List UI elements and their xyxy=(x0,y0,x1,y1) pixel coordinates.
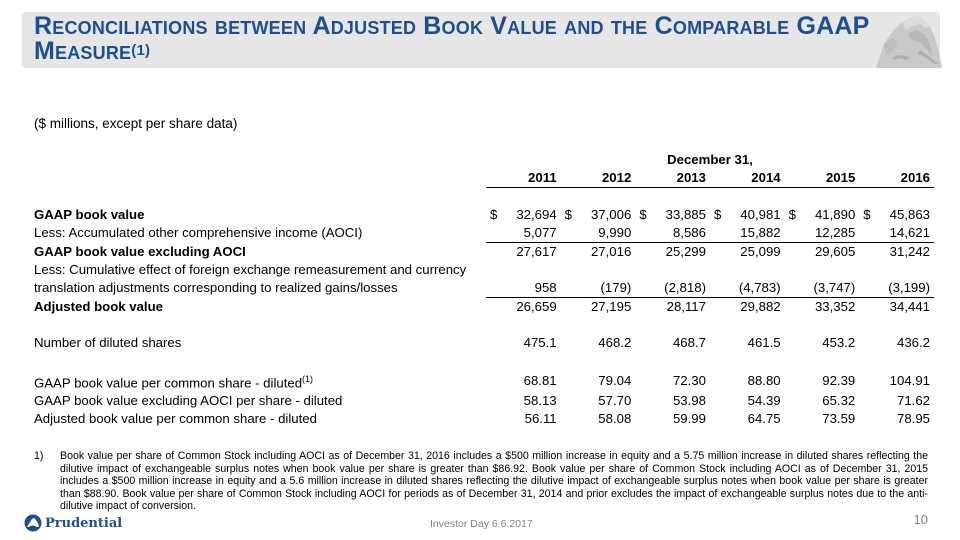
row-label: GAAP book value xyxy=(34,207,145,222)
table-cell: 53.98 xyxy=(672,393,706,409)
table-cell: 453.2 xyxy=(822,335,856,350)
table-cell: $ 33,885 xyxy=(639,207,706,222)
table-cell: 34,441 xyxy=(859,298,934,317)
table-cell: (3,199) xyxy=(888,280,930,295)
table-cell: 92.39 xyxy=(822,373,856,389)
table-cell: 15,882 xyxy=(740,225,781,240)
table-cell: 8,586 xyxy=(672,225,706,240)
table-cell: $ 41,890 xyxy=(788,207,856,222)
table-cell: $ 32,694 xyxy=(490,207,557,222)
table-row xyxy=(30,224,934,243)
table-cell: 28,117 xyxy=(635,298,710,317)
table-cell: 64.75 xyxy=(747,411,781,427)
year-header: 2015 xyxy=(785,169,860,188)
table-row xyxy=(30,370,934,392)
prudential-brand xyxy=(24,514,122,532)
table-cell: 58.08 xyxy=(598,411,632,427)
table-cell: 27,195 xyxy=(561,298,636,317)
table-cell: (4,783) xyxy=(738,280,781,295)
table-row xyxy=(30,261,934,279)
page-title: Reconciliations between Adjusted Book Value and the Comparable GAAP Measure$^{(1)}$ xyxy=(34,12,870,65)
table-cell: 29,882 xyxy=(710,298,785,317)
row-label: Less: Cumulative effect of foreign exchange remeasurement and currency xyxy=(34,262,467,277)
brand-name: Prudential xyxy=(45,515,123,531)
table-cell: $ 45,863 xyxy=(863,207,930,222)
footer-event-text: Investor Day 6.6.2017 xyxy=(430,518,533,530)
footnote xyxy=(34,450,928,513)
table-row xyxy=(30,243,934,262)
table-cell: 475.1 xyxy=(523,335,557,350)
row-label: GAAP book value excluding AOCI xyxy=(34,243,246,259)
year-header: 2012 xyxy=(561,169,636,188)
table-cell: 57.70 xyxy=(598,393,632,409)
year-header: 2013 xyxy=(635,169,710,188)
table-cell: 68.81 xyxy=(523,373,557,389)
spacer-row xyxy=(30,188,934,207)
table-cell: 71.62 xyxy=(896,393,930,409)
units-note: ($ millions, except per share data) xyxy=(34,116,238,131)
footnote-number: 1) xyxy=(34,450,44,462)
table-cell: 468.7 xyxy=(672,335,706,350)
table-cell: 25,299 xyxy=(635,243,710,262)
title-footnote-ref: (1) xyxy=(131,42,151,59)
table-cell: 58.13 xyxy=(523,393,557,409)
table-cell: 12,285 xyxy=(814,225,856,240)
table-cell: 88.80 xyxy=(747,373,781,389)
rock-of-gibraltar-logo xyxy=(872,14,942,68)
table-cell: 436.2 xyxy=(896,335,930,350)
table-cell: 27,016 xyxy=(561,243,636,262)
group-header: December 31, xyxy=(667,152,753,167)
spacer-row xyxy=(30,316,934,334)
table-group-header-row xyxy=(30,151,934,169)
table-cell: 958 xyxy=(534,280,557,295)
table-cell: 59.99 xyxy=(672,411,706,427)
table-cell: 14,621 xyxy=(889,225,930,240)
table-row xyxy=(30,206,934,224)
row-label: Number of diluted shares xyxy=(34,335,182,350)
table-cell: 461.5 xyxy=(747,335,781,350)
table-cell: 104.91 xyxy=(889,373,930,389)
reconciliation-table xyxy=(30,151,934,428)
table-row xyxy=(30,298,934,317)
year-header: 2016 xyxy=(859,169,934,188)
page-number: 10 xyxy=(913,512,928,527)
row-label-continued: translation adjustments corresponding to realized gains/losses xyxy=(34,280,398,296)
year-header: 2011 xyxy=(486,169,561,188)
table-cell: $ 37,006 xyxy=(564,207,632,222)
table-cell: 33,352 xyxy=(785,298,860,317)
footnote-text: Book value per share of Common Stock including AOCI as of December 31, 2016 includes a $500 million increase in equity and a 5.75 million increase in diluted shares reflecting the dilutive impact of exchangeable surplus notes when book value per share is greater than $86.92. Book value per share of Common Stock including AOCI as of December 31, 2015 includes a $500 million increase in equity and a 5.6 million increase in diluted shares reflecting the dilutive impact of exchangeable surplus notes when book value per share is greater than $88.90. Book value per share of Common Stock including AOCI for periods as of December 31, 2014 and prior excludes the impact of exchangeable surplus notes due to the anti-dilutive impact of conversion. xyxy=(60,450,928,513)
table-cell: $ 40,981 xyxy=(713,207,781,222)
row-label: Adjusted book value xyxy=(34,298,163,314)
table-row xyxy=(30,410,934,428)
table-cell: 9,990 xyxy=(598,225,632,240)
table-row xyxy=(30,334,934,352)
year-header-blank xyxy=(30,169,486,188)
table-cell: 56.11 xyxy=(524,411,557,427)
table-cell: (179) xyxy=(600,280,632,295)
table-cell: 79.04 xyxy=(598,373,632,389)
header-blank xyxy=(30,151,486,169)
table-row xyxy=(30,392,934,410)
row-label: Adjusted book value per common share - diluted xyxy=(34,411,317,427)
table-cell: 29,605 xyxy=(785,243,860,262)
table-cell: 26,659 xyxy=(486,298,561,317)
table-cell: 54.39 xyxy=(747,393,781,409)
row-label: GAAP book value excluding AOCI per share - diluted xyxy=(34,393,343,409)
table-cell: 73.59 xyxy=(822,411,856,427)
table-cell: (2,818) xyxy=(664,280,706,295)
row-label: Less: Accumulated other comprehensive income (AOCI) xyxy=(34,225,363,241)
table-cell: 78.95 xyxy=(896,411,930,427)
table-cell: (3,747) xyxy=(813,280,856,295)
table-row xyxy=(30,279,934,298)
table-cell: 65.32 xyxy=(822,393,856,409)
table-cell: 5,077 xyxy=(523,225,557,240)
spacer-row xyxy=(30,352,934,370)
prudential-rock-icon xyxy=(24,514,42,532)
table-cell: 72.30 xyxy=(672,373,706,389)
table-cell: 27,617 xyxy=(486,243,561,262)
year-header: 2014 xyxy=(710,169,785,188)
row-label: GAAP book value per common share - diluted$^{(1)}$ xyxy=(34,374,314,391)
footnote-ref: (1) xyxy=(302,374,314,384)
table-year-row xyxy=(30,169,934,188)
table-cell: 468.2 xyxy=(598,335,632,350)
table-cell: 25,099 xyxy=(710,243,785,262)
table-cell: 31,242 xyxy=(859,243,934,262)
